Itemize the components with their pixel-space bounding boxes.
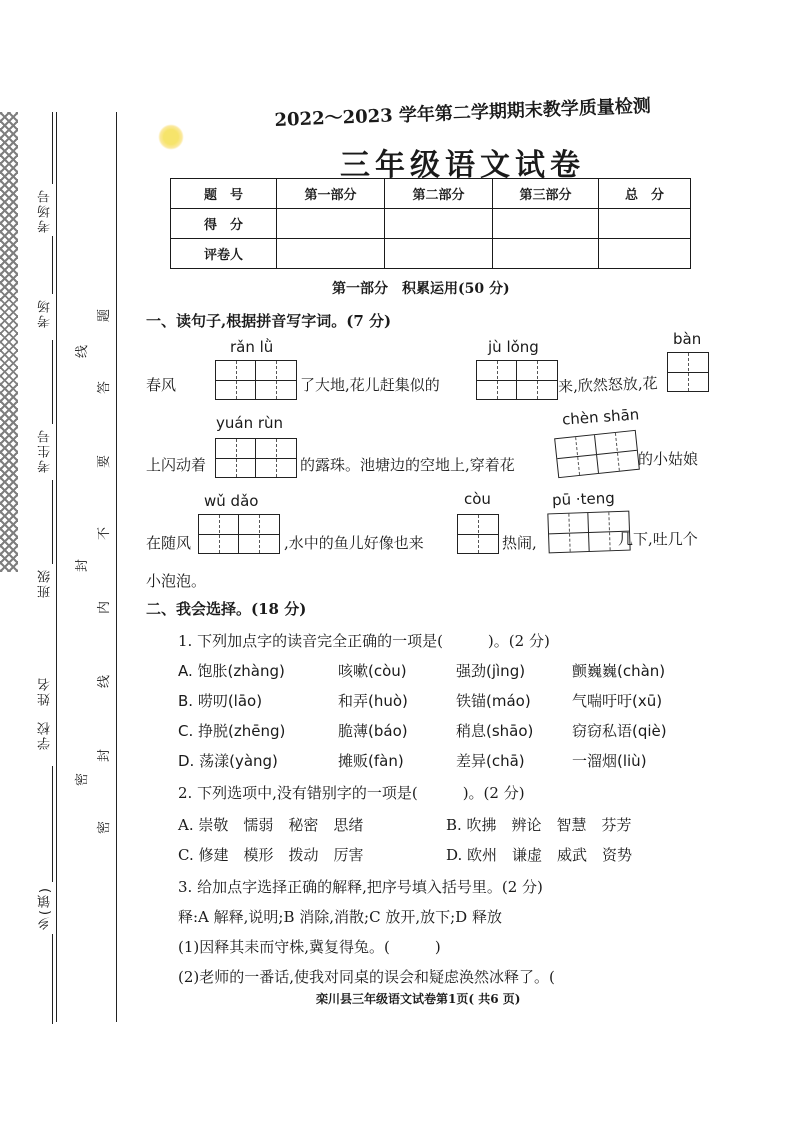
grader-input-cell[interactable] xyxy=(277,239,385,269)
seal-inner-xian: 线 xyxy=(75,344,91,359)
score-input-cell[interactable] xyxy=(277,209,385,239)
seal-inner-mi: 密 xyxy=(75,772,91,787)
field-township: 乡(镇) xyxy=(38,886,53,931)
q1-text: ,水中的鱼儿好像也来 xyxy=(284,534,424,552)
q1-text: 在随风 xyxy=(146,534,192,552)
blank-township[interactable] xyxy=(52,934,53,1024)
seal-char-da: 答 xyxy=(97,380,113,395)
margin-rule-inner xyxy=(116,112,117,1022)
tianzige-box[interactable] xyxy=(667,352,709,392)
blank-exam-room-no[interactable] xyxy=(52,112,53,184)
q1-text: 上闪动着 xyxy=(146,456,207,474)
score-input-cell[interactable] xyxy=(493,209,599,239)
tianzige-box[interactable] xyxy=(215,438,297,478)
option-cell: C. 修建 模形 拨动 厉害 xyxy=(178,846,364,864)
q1-text: 几下,吐几个 xyxy=(618,530,698,548)
option-cell: D. 欧州 谦虚 威武 资势 xyxy=(446,846,633,864)
blank-exam-room[interactable] xyxy=(52,236,53,294)
field-class: 班级 xyxy=(38,568,53,598)
pinyin-ban: bàn xyxy=(673,330,702,348)
grader-input-cell[interactable] xyxy=(493,239,599,269)
q2-heading: 二、我会选择。(18 分) xyxy=(146,600,307,618)
score-cell: 第三部分 xyxy=(493,179,599,209)
field-name: 姓名 xyxy=(38,676,53,706)
field-exam-room-no: 考场号 xyxy=(38,188,53,233)
option-cell: 脆薄(báo) xyxy=(338,722,408,740)
pinyin-yuanrun: yuán rùn xyxy=(216,414,284,432)
score-input-cell[interactable] xyxy=(599,209,691,239)
option-cell: 咳嗽(còu) xyxy=(338,662,407,680)
q1-text: 春风 xyxy=(146,376,177,394)
pinyin-cou: còu xyxy=(464,490,491,508)
q1-text: 的小姑娘 xyxy=(638,450,699,468)
q2-3-item: (2)老师的一番话,使我对同桌的误会和疑虑涣然冰释了。( xyxy=(178,968,555,986)
tianzige-box[interactable] xyxy=(554,430,640,478)
q1-text: 的露珠。池塘边的空地上,穿着花 xyxy=(300,456,515,474)
seal-char-ti: 题 xyxy=(97,308,113,323)
seal-char-feng: 封 xyxy=(97,748,113,763)
option-cell: C. 挣脱(zhēng) xyxy=(178,722,286,740)
pinyin-ranlv: rǎn lǜ xyxy=(230,338,274,356)
blank-class[interactable] xyxy=(52,480,53,564)
field-exam-room: 考场 xyxy=(38,298,53,328)
score-table-row xyxy=(171,179,691,209)
option-cell: 强劲(jìng) xyxy=(456,662,526,680)
seal-char-bu: 不 xyxy=(97,526,113,541)
pinyin-wudao: wǔ dǎo xyxy=(204,492,259,510)
seal-char-yao: 要 xyxy=(97,454,113,469)
tianzige-box[interactable] xyxy=(476,360,558,400)
q2-3-item: (1)因释其耒而守株,冀复得兔。( ) xyxy=(178,938,441,956)
page-footer: 栾川县三年级语文试卷第1页( 共6 页) xyxy=(316,992,521,1006)
option-cell: 摊贩(fàn) xyxy=(338,752,404,770)
score-cell: 第一部分 xyxy=(277,179,385,209)
tianzige-box[interactable] xyxy=(215,360,297,400)
seal-inner-feng: 封 xyxy=(75,558,91,573)
option-cell: 气喘吁吁(xū) xyxy=(572,692,663,710)
q1-text: 来,欣然怒放,花 xyxy=(557,374,658,396)
q2-3-stem: 3. 给加点字选择正确的解释,把序号填入括号里。(2 分) xyxy=(178,878,543,896)
option-cell: 颤巍巍(chàn) xyxy=(572,662,666,680)
blank-school[interactable] xyxy=(52,766,53,882)
option-cell: 差异(chā) xyxy=(456,752,525,770)
tianzige-box[interactable] xyxy=(198,514,280,554)
option-cell: 铁锚(máo) xyxy=(456,692,531,710)
option-cell: 和弄(huò) xyxy=(338,692,408,710)
printing-blot xyxy=(158,124,184,150)
score-input-cell[interactable] xyxy=(385,209,493,239)
paper-title: 三年级语文试卷 xyxy=(340,148,585,183)
grader-input-cell[interactable] xyxy=(385,239,493,269)
margin-rule-outer xyxy=(56,112,57,1022)
score-cell: 题 号 xyxy=(171,179,277,209)
pinyin-puteng: pū ·teng xyxy=(551,488,615,510)
q2-3-definitions: 释:A 解释,说明;B 消除,消散;C 放开,放下;D 释放 xyxy=(178,908,502,926)
blank-student-no[interactable] xyxy=(52,340,53,424)
option-cell: 一溜烟(liù) xyxy=(572,752,647,770)
field-student-no: 考生号 xyxy=(38,428,53,473)
q2-2-stem: 2. 下列选项中,没有错别字的一项是( )。(2 分) xyxy=(178,784,525,802)
option-cell: 稍息(shāo) xyxy=(456,722,534,740)
q1-text: 了大地,花儿赶集似的 xyxy=(300,376,440,394)
score-cell: 得 分 xyxy=(171,209,277,239)
option-cell: A. 饱胀(zhàng) xyxy=(178,662,285,680)
grader-input-cell[interactable] xyxy=(599,239,691,269)
q1-text: 热闹, xyxy=(502,534,537,552)
score-table xyxy=(170,178,691,269)
field-school: 学校 xyxy=(38,720,53,750)
seal-char-xian: 线 xyxy=(97,674,113,689)
seal-char-mi: 密 xyxy=(97,820,113,835)
option-cell: D. 荡漾(yàng) xyxy=(178,752,278,770)
score-table-row xyxy=(171,209,691,239)
pinyin-chenshan: chèn shān xyxy=(561,405,640,429)
q2-1-stem: 1. 下列加点字的读音完全正确的一项是( )。(2 分) xyxy=(178,632,550,650)
part1-heading: 第一部分 积累运用(50 分) xyxy=(332,281,510,297)
option-cell: B. 唠叨(lāo) xyxy=(178,692,263,710)
q1-text: 小泡泡。 xyxy=(146,572,207,590)
q1-heading: 一、读句子,根据拼音写字词。(7 分) xyxy=(146,312,392,330)
option-cell: 窃窃私语(qiè) xyxy=(572,722,667,740)
seal-char-nei: 内 xyxy=(97,600,113,615)
binding-zigzag-border xyxy=(0,112,18,572)
pinyin-julong: jù lǒng xyxy=(488,338,539,356)
score-cell: 评卷人 xyxy=(171,239,277,269)
score-cell: 第二部分 xyxy=(385,179,493,209)
score-table-row xyxy=(171,239,691,269)
score-cell: 总 分 xyxy=(599,179,691,209)
option-cell: A. 崇敬 懦弱 秘密 思绪 xyxy=(178,816,364,834)
exam-title: 2022～2023 学年第二学期期末教学质量检测 xyxy=(274,95,652,131)
tianzige-box[interactable] xyxy=(457,514,499,554)
option-cell: B. 吹拂 辨论 智慧 芬芳 xyxy=(446,816,632,834)
